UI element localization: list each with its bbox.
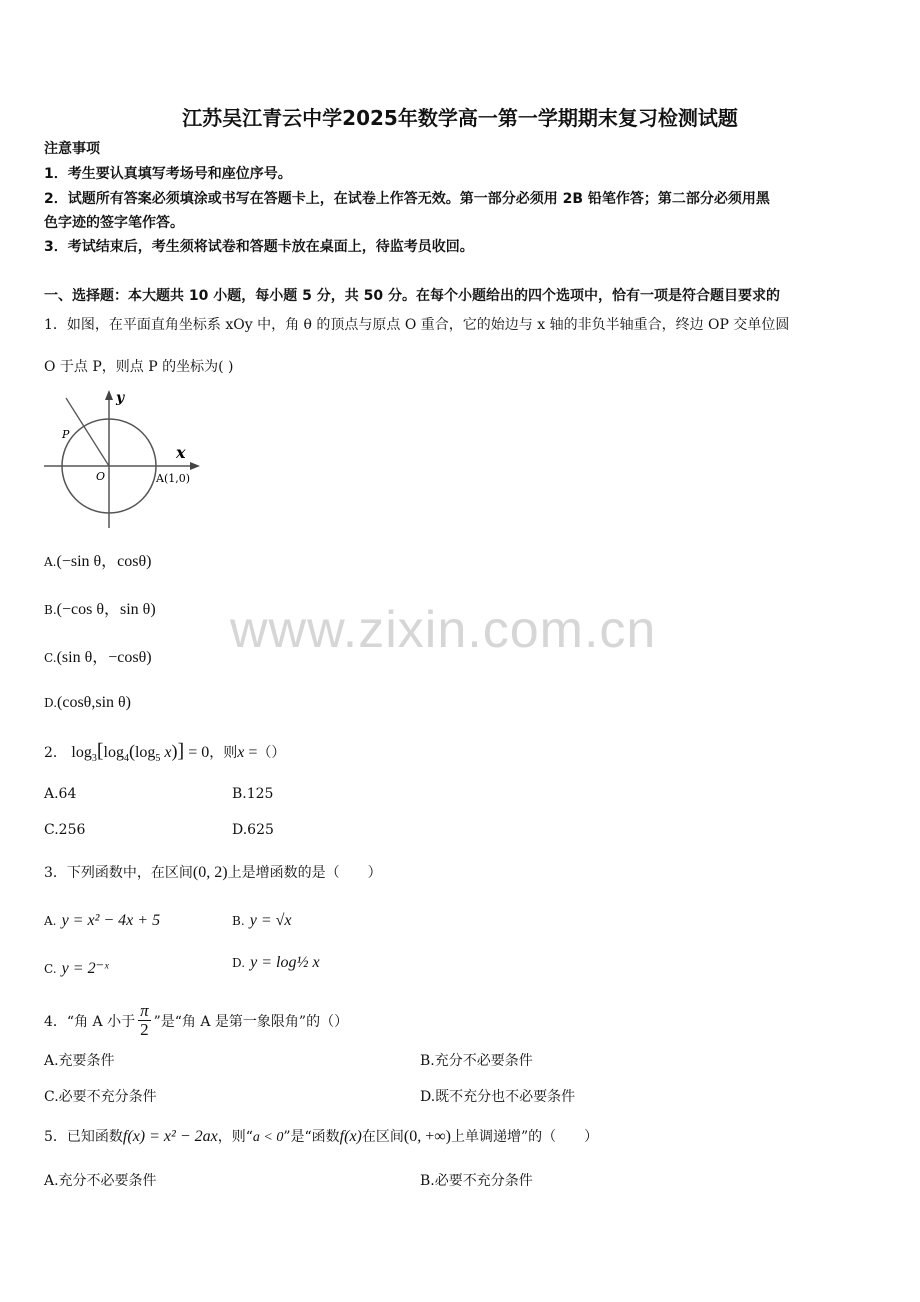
question-5-stem-a: 5．已知函数: [44, 1129, 123, 1145]
notice-item-2-line-2: 色字迹的签字笔作答。: [44, 215, 184, 231]
question-5-stem-e: 上单调递增”的（ ）: [450, 1129, 599, 1145]
question-4-option-c[interactable]: C.必要不充分条件: [44, 1089, 157, 1105]
question-2-tail-2: （）: [257, 745, 286, 761]
watermark: www.zixin.com.cn: [230, 601, 657, 659]
y-axis-arrow: [105, 390, 113, 400]
fraction-denominator: 2: [140, 1020, 149, 1039]
fraction-numerator: π: [140, 1001, 149, 1020]
x-axis-arrow: [190, 462, 200, 470]
terminal-side-op: [66, 398, 109, 466]
question-2-option-a[interactable]: A.64: [44, 786, 77, 802]
question-2-stem: [44, 740, 285, 764]
question-4-option-b[interactable]: B.充分不必要条件: [420, 1053, 533, 1069]
question-4-option-a[interactable]: A.充要条件: [44, 1053, 115, 1069]
question-4-stem: [44, 1002, 348, 1039]
option-text: y = √x: [249, 912, 292, 929]
question-3-option-a[interactable]: [44, 910, 160, 930]
question-2-x: x =: [237, 744, 258, 761]
question-2-option-b[interactable]: B.125: [232, 786, 274, 802]
question-5-stem-d: 在区间: [361, 1129, 404, 1145]
option-letter: A.: [44, 555, 57, 569]
option-text: (cosθ,sin θ): [57, 694, 131, 711]
question-3-option-c[interactable]: [44, 958, 109, 978]
question-3-stem-b: 上是增函数的是（ ）: [227, 865, 382, 881]
pi-over-2-fraction: [138, 1002, 151, 1039]
option-letter: D.: [232, 956, 246, 970]
question-1-option-a[interactable]: [44, 548, 152, 571]
question-5-stem-b: ，则“: [217, 1129, 253, 1145]
question-1-option-c[interactable]: [44, 644, 152, 667]
option-letter: A.: [44, 914, 57, 928]
question-1-option-b[interactable]: [44, 596, 156, 619]
question-3-interval: (0, 2): [192, 864, 228, 881]
exam-title: 江苏吴江青云中学2025年数学高一第一学期期末复习检测试题: [182, 106, 738, 130]
label-x: x: [176, 443, 186, 462]
label-p: P: [62, 428, 70, 441]
question-3-option-d[interactable]: [232, 952, 320, 972]
question-4-stem-b: ”是“角 A 是第一象限角”的（）: [153, 1013, 349, 1030]
notice-item-1: 1．考生要认真填写考场号和座位序号。: [44, 166, 292, 182]
question-2-option-c[interactable]: C.256: [44, 822, 86, 838]
question-1-line-2: O 于点 P，则点 P 的坐标为( ): [44, 359, 234, 375]
option-text: (sin θ，−cosθ): [56, 649, 152, 666]
question-2-equation: $\log_3[\log_4(\log_5$ x)] = 0: [71, 740, 210, 765]
question-1-option-d[interactable]: [44, 692, 131, 712]
question-4-option-d[interactable]: D.既不充分也不必要条件: [420, 1089, 576, 1105]
question-5-function-2: f(x): [339, 1128, 362, 1145]
question-4-stem-a: 4．“角 A 小于: [44, 1013, 136, 1030]
question-5-option-b[interactable]: B.必要不充分条件: [420, 1173, 533, 1189]
option-letter: B.: [232, 914, 245, 928]
section-1-heading: 一、选择题：本大题共 10 小题，每小题 5 分，共 50 分。在每个小题给出的四个选项中，恰有一项是符合题目要求的: [44, 288, 780, 304]
question-5-interval: (0, +∞): [403, 1128, 451, 1145]
option-text: (−cos θ，sin θ): [56, 601, 156, 618]
option-text: y = x² − 4x + 5: [61, 912, 161, 929]
question-2-number: 2．: [44, 745, 67, 761]
notice-item-3: 3．考试结束后，考生须将试卷和答题卡放在桌面上，待监考员收回。: [44, 239, 474, 255]
option-text: y = 2⁻ˣ: [61, 960, 109, 977]
question-5-stem-c: ”是“函数: [283, 1129, 340, 1145]
label-a: A(1,0): [156, 472, 191, 485]
option-text: y = log½ x: [250, 954, 320, 971]
option-letter: B.: [44, 603, 57, 617]
question-5-stem: [44, 1126, 598, 1146]
option-text: (−sin θ，cosθ): [56, 553, 152, 570]
question-5-condition: a < 0: [252, 1130, 284, 1145]
question-3-stem-a: 3．下列函数中，在区间: [44, 865, 193, 881]
question-3-stem: [44, 862, 382, 882]
option-letter: C.: [44, 962, 57, 976]
option-letter: C.: [44, 651, 57, 665]
label-y: y: [116, 390, 125, 406]
question-5-function: f(x) = x² − 2ax: [122, 1128, 218, 1145]
question-3-option-b[interactable]: [232, 910, 292, 930]
unit-circle-figure: [40, 388, 210, 538]
question-2-option-d[interactable]: D.625: [232, 822, 274, 838]
question-5-option-a[interactable]: A.充分不必要条件: [44, 1173, 157, 1189]
label-o: O: [96, 470, 106, 483]
notice-heading: 注意事项: [44, 141, 100, 157]
question-2-tail: ，则: [209, 745, 238, 761]
notice-item-2-line-1: 2．试题所有答案必须填涂或书写在答题卡上，在试卷上作答无效。第一部分必须用 2B 铅笔作答；第二部分必须用黑: [44, 191, 770, 207]
question-1-line-1: 1．如图，在平面直角坐标系 xOy 中，角 θ 的顶点与原点 O 重合，它的始边与 x 轴的非负半轴重合，终边 OP 交单位圆: [44, 317, 790, 333]
option-letter: D.: [44, 696, 58, 710]
